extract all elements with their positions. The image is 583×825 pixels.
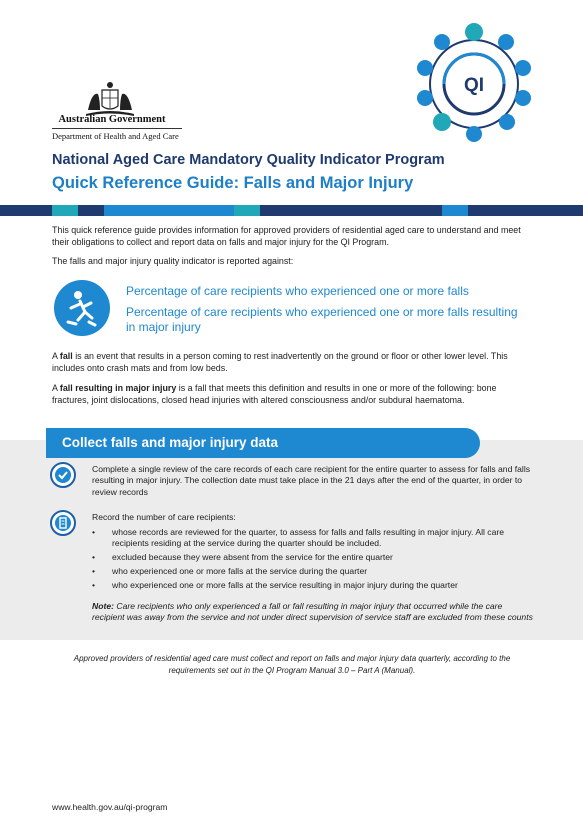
coat-of-arms-logo (82, 80, 138, 118)
list-item: • whose records are reviewed for the quarter, to assess for falls and falls resulting in major injury. All care recipients residing at the service during the quarter should be included. (92, 527, 537, 550)
note-label: Note: (92, 601, 114, 611)
list-item: • who experienced one or more falls at the service resulting in major injury during the quarter (92, 580, 537, 591)
list-item: • excluded because they were absent from the service for the entire quarter (92, 552, 537, 563)
color-stripe (0, 205, 583, 216)
step-review-text: Complete a single review of the care records of each care recipient for the entire quarter to assess for falls and falls resulting in major injury. The collection date must take place in the 21 days after the end of the quarter, in order to review records (92, 464, 531, 497)
guide-title: Quick Reference Guide: Falls and Major Injury (52, 174, 414, 192)
list-item: • who experienced one or more falls at the service during the quarter (92, 566, 537, 577)
program-title: National Aged Care Mandatory Quality Indicator Program (52, 152, 445, 168)
section-title: Collect falls and major injury data (62, 435, 279, 450)
intro-paragraph: This quick reference guide provides information for approved providers of residential aged care to understand and meet their obligations to collect and report data on falls and major injury for the QI Program. (52, 225, 521, 247)
footer-url-link[interactable]: www.health.gov.au/qi-program (52, 802, 168, 812)
qi-program-wheel-logo (408, 18, 540, 150)
page-header (0, 0, 583, 205)
document-icon (50, 510, 76, 536)
header-divider (52, 128, 182, 129)
reported-against-text: The falls and major injury quality indicator is reported against: (52, 256, 294, 266)
fall-term: fall (59, 351, 73, 361)
fall-definition: A fall is an event that results in a person coming to rest inadvertently on the ground or floor or other lower level. This includes onto crash mats and from low beds. (52, 351, 508, 373)
government-name: Australian Government (58, 114, 166, 125)
indicator-falls: Percentage of care recipients who experienced one or more falls (126, 284, 469, 298)
major-injury-definition: A fall resulting in major injury is a fall that meets this definition and results in one or more of the following: bone fractures, joint dislocations, closed head injuries with altered consciousness and/or subdural haematoma. (52, 383, 497, 405)
major-injury-term: fall resulting in major injury (59, 383, 177, 393)
reporting-footnote: Approved providers of residential aged care must collect and report on falls and major injury data quarterly, according to the requirements set out in the QI Program Manual 3.0 – Part A (Manual). (73, 654, 511, 675)
falling-person-icon (54, 280, 110, 336)
record-counts-list (92, 527, 537, 593)
check-circle-icon (50, 462, 76, 488)
indicator-falls-major-injury: Percentage of care recipients who experienced one or more falls resulting in major injury (126, 305, 518, 334)
department-name: Department of Health and Aged Care (52, 131, 179, 141)
qi-badge-label: QI (463, 75, 485, 96)
exclusion-note: Note: Care recipients who only experienced a fall or fall resulting in major injury that occurred while the care recipient was away from the service and not under direct supervision of service staff are excluded from these counts (92, 601, 533, 623)
step-record-intro: Record the number of care recipients: (92, 512, 236, 522)
